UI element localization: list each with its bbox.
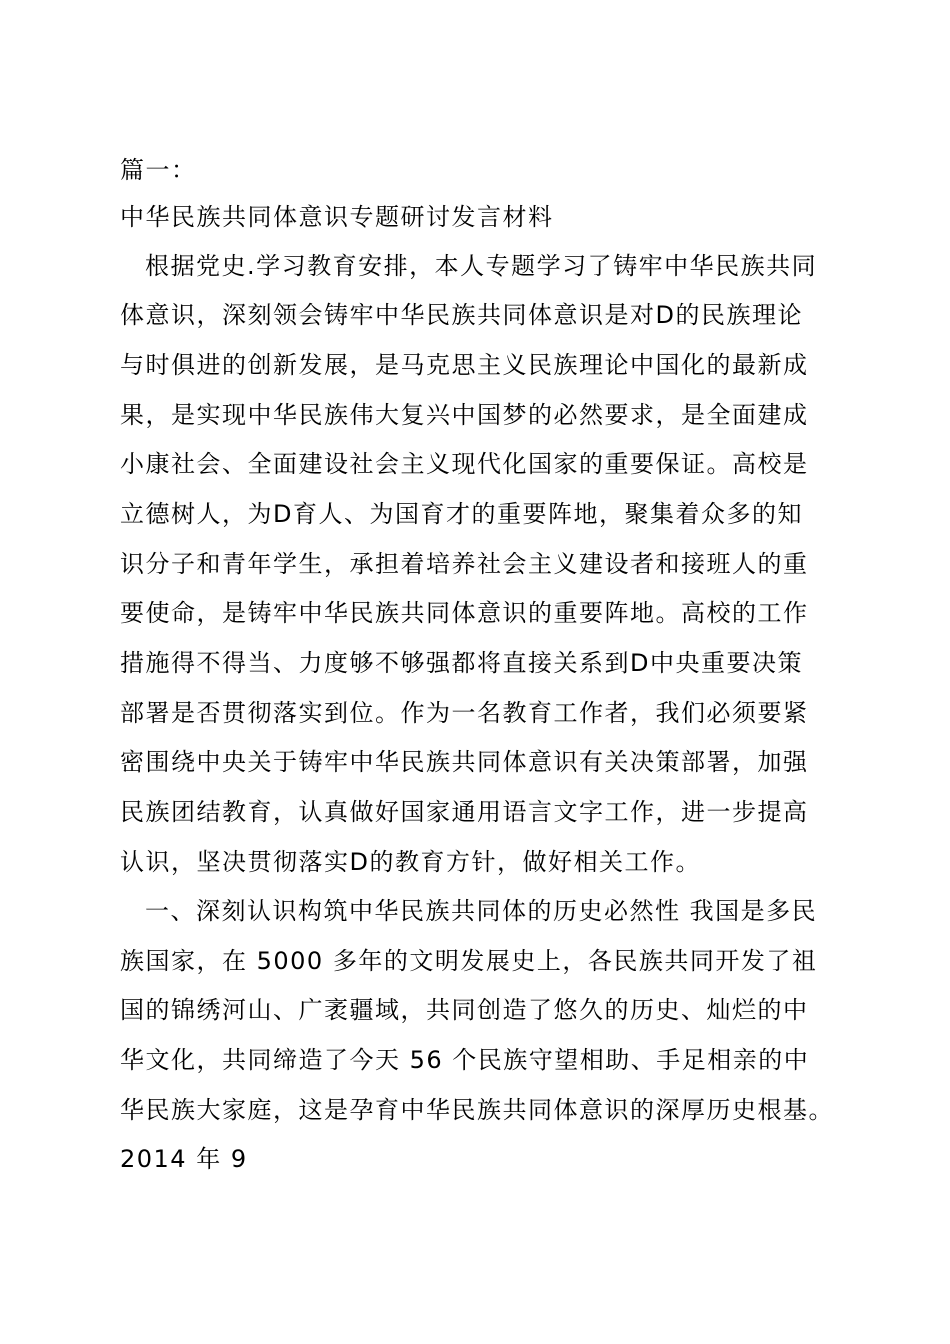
paragraph-line: 民族团结教育，认真做好国家通用语言文字工作，进一步提高 [120, 798, 809, 826]
paragraph-line: 小康社会、全面建设社会主义现代化国家的重要保证。高校是 [120, 450, 809, 478]
paragraph-line: 2014 年 9 [120, 1145, 248, 1173]
paragraph-line: 华民族大家庭，这是孕育中华民族共同体意识的深厚历史根基。 [120, 1096, 834, 1124]
paragraph-line: 识分子和青年学生，承担着培养社会主义建设者和接班人的重 [120, 550, 809, 578]
section-heading-line: 一、深刻认识构筑中华民族共同体的历史必然性 我国是多民 [145, 897, 818, 925]
paragraph-line: 立德树人，为D育人、为国育才的重要阵地，聚集着众多的知 [120, 500, 803, 528]
paragraph-line: 密围绕中央关于铸牢中华民族共同体意识有关决策部署，加强 [120, 748, 809, 776]
paragraph-line: 华文化，共同缔造了今天 56 个民族守望相助、手足相亲的中 [120, 1046, 810, 1074]
paragraph-line: 认识，坚决贯彻落实D的教育方针，做好相关工作。 [120, 848, 701, 876]
paragraph-line: 体意识，深刻领会铸牢中华民族共同体意识是对D的民族理论 [120, 301, 803, 329]
paragraph-line: 与时俱进的创新发展，是马克思主义民族理论中国化的最新成 [120, 351, 809, 379]
paragraph-line: 族国家，在 5000 多年的文明发展史上，各民族共同开发了祖 [120, 947, 818, 975]
paragraph-line: 根据党史.学习教育安排，本人专题学习了铸牢中华民族共同 [145, 252, 818, 280]
document-title: 中华民族共同体意识专题研讨发言材料 [120, 203, 554, 231]
paragraph-line: 部署是否贯彻落实到位。作为一名教育工作者，我们必须要紧 [120, 699, 809, 727]
section-label: 篇一： [120, 156, 197, 184]
paragraph-line: 措施得不得当、力度够不够强都将直接关系到D中央重要决策 [120, 649, 803, 677]
paragraph-line: 要使命，是铸牢中华民族共同体意识的重要阵地。高校的工作 [120, 599, 809, 627]
paragraph-line: 果，是实现中华民族伟大复兴中国梦的必然要求，是全面建成 [120, 401, 809, 429]
paragraph-line: 国的锦绣河山、广袤疆域，共同创造了悠久的历史、灿烂的中 [120, 996, 809, 1024]
